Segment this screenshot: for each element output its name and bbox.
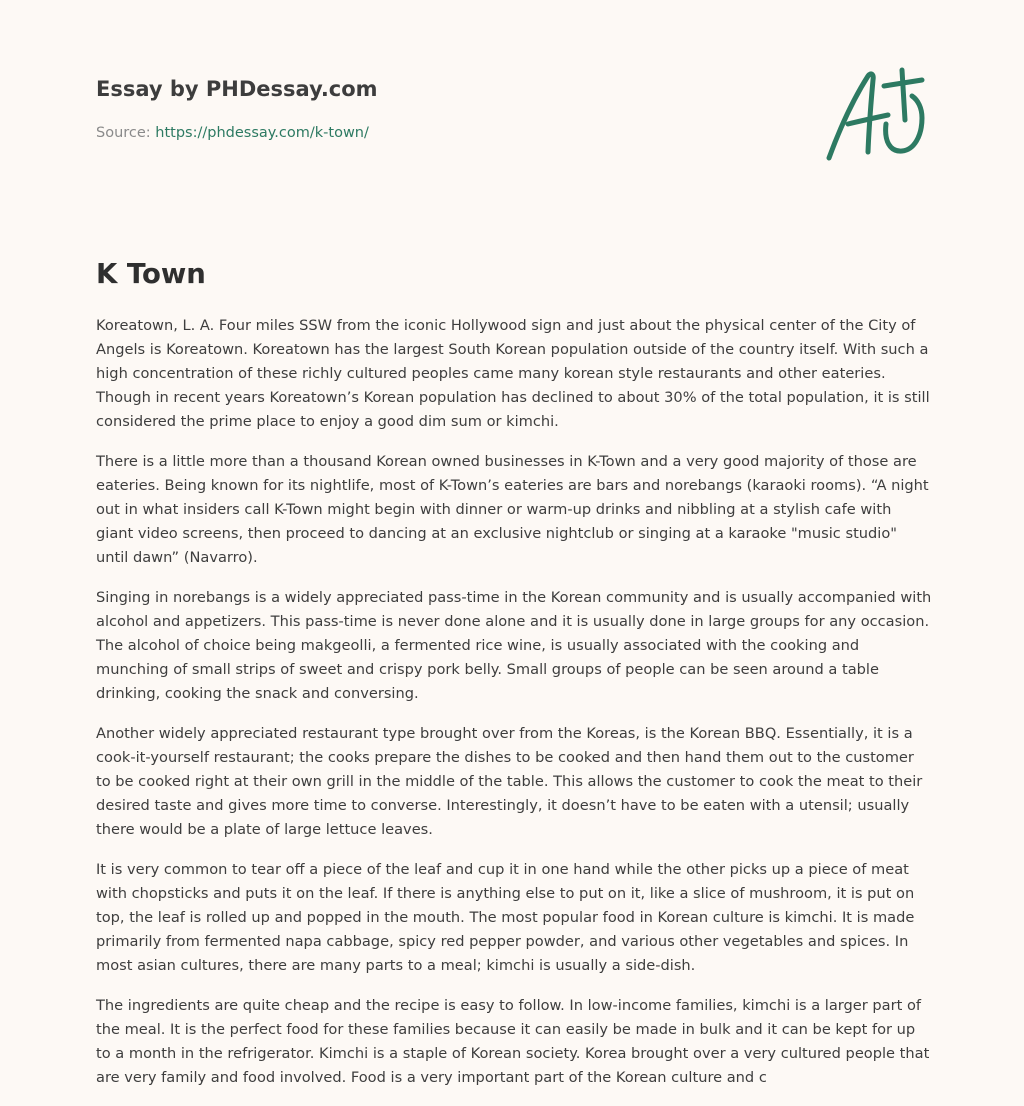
essay-paragraph: Another widely appreciated restaurant type brought over from the Koreas, is the Korean BBQ. Essentially, it is a cook-it-yourself restaurant; the cooks prepare the dishes to be cooked and then hand them out to the customer to be cooked right at their own grill in the middle of the table. This allows the customer to cook the meat to their desired taste and gives more time to converse. Interestingly, it doesn’t have to be eaten with a utensil; usually there would be a plate of large lettuce leaves.	[96, 725, 923, 838]
essay-body	[96, 314, 932, 1106]
essay-paragraph: There is a little more than a thousand Korean owned businesses in K-Town and a very good majority of those are eateries. Being known for its nightlife, most of K-Town’s eateries are bars and norebangs (karaoki rooms). “A night out in what insiders call K-Town might begin with dinner or warm-up drinks and nibbling at a stylish cafe with giant video screens, then proceed to dancing at an exclusive nightclub or singing at a karaoke "music studio" until dawn” (Navarro).	[96, 453, 929, 566]
essay-paragraph: It is very common to tear off a piece of the leaf and cup it in one hand while the other picks up a piece of meat with chopsticks and puts it on the leaf. If there is anything else to put on it, like a slice of mushroom, it is put on top, the leaf is rolled up and popped in the mouth. The most popular food in Korean culture is kimchi. It is made primarily from fermented napa cabbage, spicy red pepper powder, and various other vegetables and spices. In most asian cultures, there are many parts to a meal; kimchi is usually a side-dish.	[96, 861, 915, 974]
source-label: Source:	[96, 125, 151, 141]
header	[96, 74, 696, 144]
page-title: K Town	[96, 258, 206, 290]
essay-paragraph: The ingredients are quite cheap and the recipe is easy to follow. In low-income families, kimchi is a larger part of the meal. It is the perfect food for these families because it can easily be made in bulk and it can be kept for up to a month in the refrigerator. Kimchi is a staple of Korean society. Korea brought over a very cultured people that are very family and food involved. Food is a very important part of the Korean culture and c	[96, 997, 930, 1086]
source-link[interactable]: https://phdessay.com/k-town/	[155, 125, 369, 141]
source-line	[96, 122, 696, 144]
essay-paragraph: Singing in norebangs is a widely appreciated pass-time in the Korean community and is usually accompanied with alcohol and appetizers. This pass-time is never done alone and it is usually done in large groups for any occasion. The alcohol of choice being makgeolli, a fermented rice wine, is usually associated with the cooking and munching of small strips of sweet and crispy pork belly. Small groups of people can be seen around a table drinking, cooking the snack and conversing.	[96, 589, 932, 702]
a-plus-grade-icon	[822, 66, 932, 166]
brand-title: Essay by PHDessay.com	[96, 77, 378, 101]
essay-paragraph: Koreatown, L. A. Four miles SSW from the iconic Hollywood sign and just about the physical center of the City of Angels is Koreatown. Koreatown has the largest South Korean population outside of the country itself. With such a high concentration of these richly cultured peoples came many korean style restaurants and other eateries. Though in recent years Koreatown’s Korean population has declined to about 30% of the total population, it is still considered the prime place to enjoy a good dim sum or kimchi.	[96, 317, 930, 430]
